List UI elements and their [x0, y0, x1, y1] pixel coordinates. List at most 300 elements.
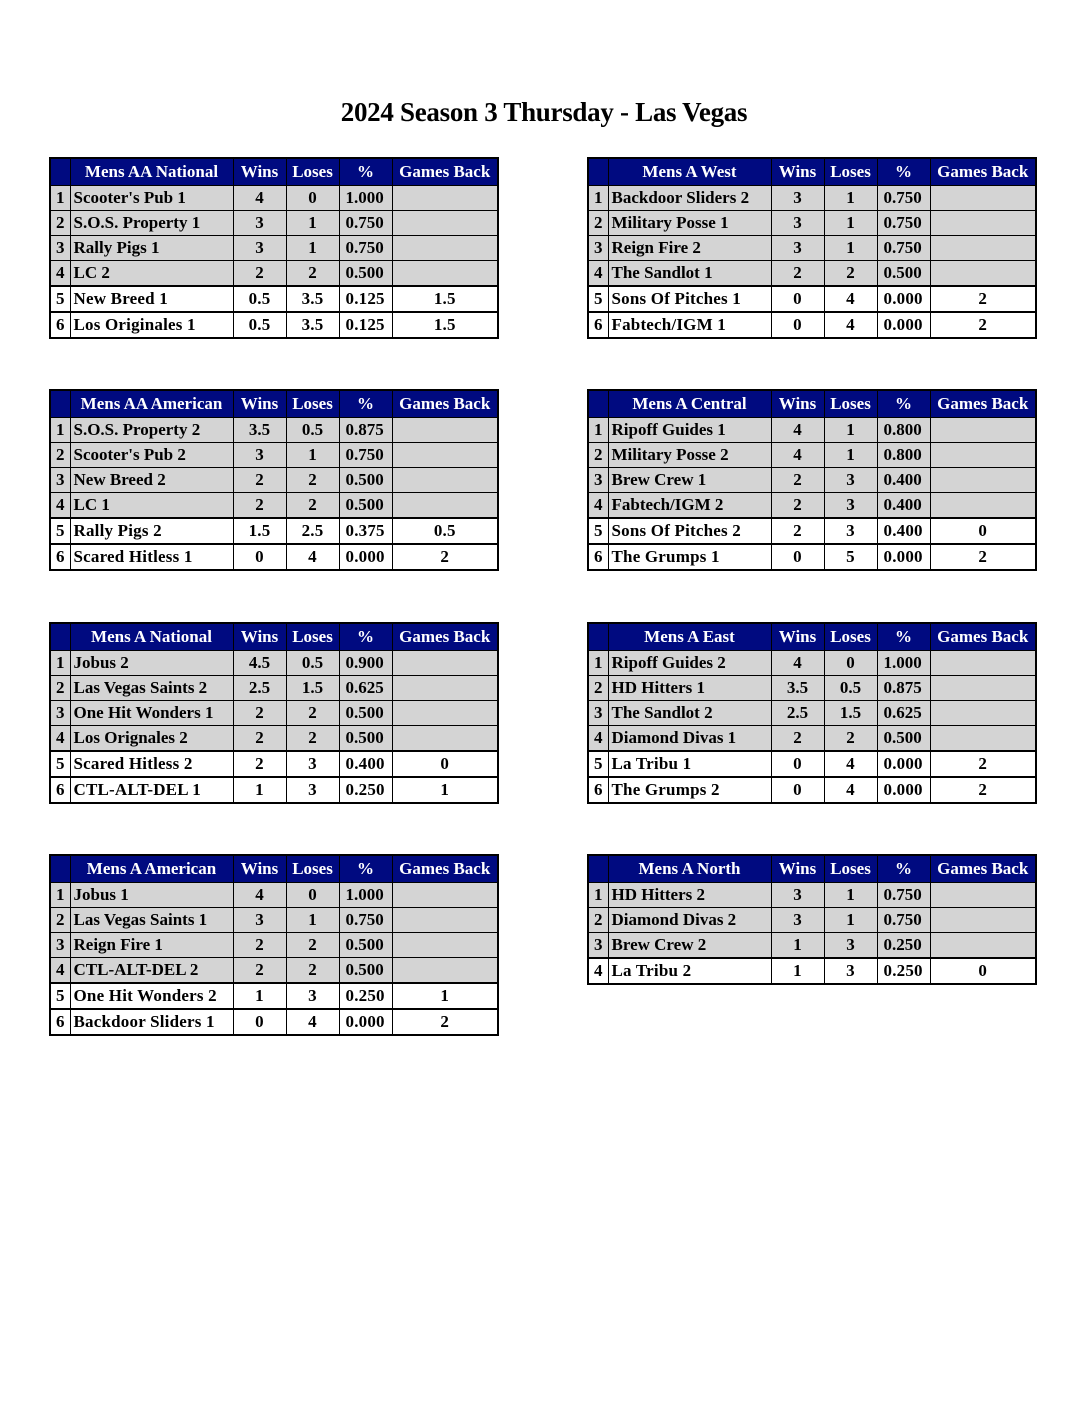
rank-cell: 2 — [50, 908, 70, 933]
table-row — [50, 958, 498, 984]
loses-cell: 3.5 — [286, 312, 339, 338]
team-name: Las Vegas Saints 2 — [70, 676, 233, 701]
team-name: Scooter's Pub 2 — [70, 443, 233, 468]
games-back-header: Games Back — [930, 158, 1036, 186]
table-row — [588, 651, 1036, 676]
team-name: The Grumps 2 — [608, 777, 771, 803]
division-name: Mens A West — [608, 158, 771, 186]
loses-cell: 0 — [286, 186, 339, 211]
pct-header: % — [877, 390, 930, 418]
team-name: The Sandlot 1 — [608, 261, 771, 287]
games-back-cell — [392, 236, 498, 261]
loses-cell: 1 — [286, 443, 339, 468]
loses-cell: 1 — [824, 186, 877, 211]
rank-header — [50, 855, 70, 883]
loses-cell: 1 — [824, 211, 877, 236]
standings-table-mens-a-american — [49, 854, 499, 1036]
table-row — [588, 676, 1036, 701]
wins-cell: 3 — [771, 883, 824, 908]
table-row — [588, 883, 1036, 908]
table-header-row — [50, 855, 498, 883]
wins-header: Wins — [233, 855, 286, 883]
wins-cell: 3 — [233, 211, 286, 236]
loses-cell: 4 — [824, 312, 877, 338]
pct-cell: 0.000 — [339, 544, 392, 570]
pct-cell: 0.750 — [877, 236, 930, 261]
table-header-row — [588, 623, 1036, 651]
pct-header: % — [339, 855, 392, 883]
loses-header: Loses — [824, 623, 877, 651]
rank-cell: 6 — [588, 544, 608, 570]
rank-header — [50, 158, 70, 186]
page-title: 2024 Season 3 Thursday - Las Vegas — [340, 97, 748, 127]
division-name: Mens A American — [70, 855, 233, 883]
pct-cell: 0.250 — [877, 958, 930, 984]
games-back-cell — [392, 933, 498, 958]
pct-cell: 0.400 — [877, 518, 930, 544]
team-name: Los Originales 1 — [70, 312, 233, 338]
rank-cell: 5 — [588, 286, 608, 312]
rank-cell: 4 — [588, 726, 608, 752]
table-header-row — [588, 158, 1036, 186]
games-back-cell: 1.5 — [392, 312, 498, 338]
games-back-cell — [930, 933, 1036, 959]
games-back-cell — [930, 676, 1036, 701]
pct-cell: 0.500 — [339, 493, 392, 519]
standings-table-mens-a-national — [49, 622, 499, 804]
table-row — [50, 933, 498, 958]
standings-table-mens-aa-american — [49, 389, 499, 571]
table-row — [588, 726, 1036, 752]
wins-header: Wins — [771, 623, 824, 651]
games-back-cell — [930, 493, 1036, 519]
games-back-cell — [930, 236, 1036, 261]
team-name: Backdoor Sliders 2 — [608, 186, 771, 211]
table-row — [50, 544, 498, 570]
wins-cell: 0.5 — [233, 312, 286, 338]
table-row — [50, 468, 498, 493]
games-back-cell: 2 — [930, 751, 1036, 777]
games-back-cell — [930, 211, 1036, 236]
loses-cell: 5 — [824, 544, 877, 570]
games-back-cell — [392, 726, 498, 752]
team-name: LC 2 — [70, 261, 233, 287]
pct-cell: 0.750 — [877, 211, 930, 236]
wins-cell: 0 — [771, 751, 824, 777]
rank-cell: 5 — [50, 983, 70, 1009]
rank-cell: 2 — [588, 676, 608, 701]
rank-cell: 4 — [50, 261, 70, 287]
loses-cell: 2 — [824, 726, 877, 752]
rank-header — [50, 390, 70, 418]
loses-header: Loses — [286, 623, 339, 651]
wins-cell: 3 — [771, 908, 824, 933]
wins-cell: 4 — [233, 186, 286, 211]
pct-cell: 1.000 — [339, 883, 392, 908]
pct-cell: 0.375 — [339, 518, 392, 544]
team-name: Los Orignales 2 — [70, 726, 233, 752]
pct-cell: 0.000 — [877, 751, 930, 777]
wins-cell: 2 — [771, 468, 824, 493]
table-row — [588, 443, 1036, 468]
games-back-cell — [392, 418, 498, 443]
table-row — [50, 261, 498, 287]
pct-cell: 0.000 — [877, 544, 930, 570]
pct-cell: 0.000 — [877, 777, 930, 803]
standings-table-mens-a-east — [587, 622, 1037, 804]
table-row — [588, 518, 1036, 544]
games-back-header: Games Back — [930, 390, 1036, 418]
games-back-cell — [930, 468, 1036, 493]
games-back-cell: 2 — [392, 544, 498, 570]
loses-cell: 2 — [286, 468, 339, 493]
games-back-cell — [392, 211, 498, 236]
pct-cell: 1.000 — [877, 651, 930, 676]
team-name: Sons Of Pitches 1 — [608, 286, 771, 312]
team-name: The Grumps 1 — [608, 544, 771, 570]
rank-cell: 2 — [50, 211, 70, 236]
pct-cell: 0.750 — [339, 443, 392, 468]
wins-cell: 2.5 — [233, 676, 286, 701]
table-header-row — [588, 390, 1036, 418]
pct-cell: 0.000 — [877, 312, 930, 338]
rank-header — [588, 390, 608, 418]
loses-cell: 1 — [286, 236, 339, 261]
games-back-cell — [392, 261, 498, 287]
rank-header — [588, 855, 608, 883]
loses-header: Loses — [286, 158, 339, 186]
games-back-header: Games Back — [930, 855, 1036, 883]
pct-cell: 0.750 — [877, 883, 930, 908]
games-back-cell — [930, 651, 1036, 676]
games-back-cell: 1 — [392, 777, 498, 803]
table-row — [50, 493, 498, 519]
team-name: Ripoff Guides 1 — [608, 418, 771, 443]
division-name: Mens AA National — [70, 158, 233, 186]
pct-cell: 0.250 — [339, 777, 392, 803]
table-row — [50, 751, 498, 777]
table-row — [588, 544, 1036, 570]
wins-cell: 2 — [771, 518, 824, 544]
pct-cell: 0.800 — [877, 418, 930, 443]
table-row — [50, 312, 498, 338]
loses-cell: 1 — [286, 908, 339, 933]
loses-header: Loses — [824, 390, 877, 418]
rank-cell: 4 — [50, 493, 70, 519]
table-row — [50, 1009, 498, 1035]
wins-cell: 2 — [233, 261, 286, 287]
wins-cell: 2 — [233, 468, 286, 493]
team-name: Reign Fire 2 — [608, 236, 771, 261]
table-row — [50, 983, 498, 1009]
pct-cell: 0.000 — [339, 1009, 392, 1035]
table-row — [50, 726, 498, 752]
games-back-cell — [392, 701, 498, 726]
rank-cell: 3 — [50, 933, 70, 958]
loses-cell: 2.5 — [286, 518, 339, 544]
loses-header: Loses — [824, 158, 877, 186]
table-row — [50, 777, 498, 803]
table-row — [50, 908, 498, 933]
loses-cell: 3 — [286, 751, 339, 777]
standings-table-mens-aa-national — [49, 157, 499, 339]
rank-cell: 6 — [50, 312, 70, 338]
loses-cell: 0 — [824, 651, 877, 676]
loses-cell: 1 — [286, 211, 339, 236]
loses-cell: 1 — [824, 443, 877, 468]
loses-cell: 4 — [824, 777, 877, 803]
rank-cell: 2 — [50, 676, 70, 701]
rank-cell: 5 — [588, 751, 608, 777]
rank-cell: 2 — [588, 211, 608, 236]
wins-cell: 2 — [233, 933, 286, 958]
games-back-cell — [392, 883, 498, 908]
games-back-header: Games Back — [392, 390, 498, 418]
team-name: Jobus 2 — [70, 651, 233, 676]
team-name: HD Hitters 1 — [608, 676, 771, 701]
wins-cell: 1.5 — [233, 518, 286, 544]
team-name: Backdoor Sliders 1 — [70, 1009, 233, 1035]
rank-cell: 6 — [588, 312, 608, 338]
team-name: Diamond Divas 1 — [608, 726, 771, 752]
table-header-row — [50, 623, 498, 651]
team-name: Scared Hitless 1 — [70, 544, 233, 570]
table-row — [50, 518, 498, 544]
pct-cell: 0.250 — [339, 983, 392, 1009]
team-name: Ripoff Guides 2 — [608, 651, 771, 676]
rank-cell: 1 — [50, 651, 70, 676]
games-back-cell — [392, 676, 498, 701]
pct-cell: 0.800 — [877, 443, 930, 468]
team-name: Rally Pigs 1 — [70, 236, 233, 261]
games-back-cell: 2 — [930, 312, 1036, 338]
wins-cell: 2.5 — [771, 701, 824, 726]
rank-cell: 4 — [588, 261, 608, 287]
loses-cell: 4 — [286, 544, 339, 570]
pct-cell: 0.125 — [339, 286, 392, 312]
team-name: Diamond Divas 2 — [608, 908, 771, 933]
loses-cell: 3 — [824, 493, 877, 519]
division-name: Mens A North — [608, 855, 771, 883]
table-row — [50, 236, 498, 261]
table-row — [50, 883, 498, 908]
wins-cell: 1 — [771, 958, 824, 984]
rank-cell: 4 — [50, 726, 70, 752]
team-name: S.O.S. Property 1 — [70, 211, 233, 236]
table-row — [588, 751, 1036, 777]
loses-cell: 3.5 — [286, 286, 339, 312]
wins-cell: 3.5 — [771, 676, 824, 701]
rank-cell: 1 — [588, 418, 608, 443]
loses-cell: 2 — [286, 261, 339, 287]
table-row — [50, 443, 498, 468]
pct-cell: 0.900 — [339, 651, 392, 676]
rank-cell: 3 — [588, 701, 608, 726]
team-name: Rally Pigs 2 — [70, 518, 233, 544]
games-back-cell: 0 — [930, 518, 1036, 544]
rank-cell: 4 — [588, 493, 608, 519]
table-row — [588, 777, 1036, 803]
rank-cell: 4 — [50, 958, 70, 984]
wins-cell: 3.5 — [233, 418, 286, 443]
wins-cell: 0 — [771, 286, 824, 312]
pct-cell: 0.500 — [339, 468, 392, 493]
rank-cell: 5 — [50, 518, 70, 544]
rank-cell: 4 — [588, 958, 608, 984]
pct-cell: 0.875 — [877, 676, 930, 701]
rank-cell: 5 — [50, 751, 70, 777]
pct-cell: 0.500 — [339, 701, 392, 726]
pct-cell: 0.500 — [339, 726, 392, 752]
loses-cell: 3 — [824, 933, 877, 959]
games-back-cell: 0 — [930, 958, 1036, 984]
games-back-cell — [930, 701, 1036, 726]
loses-cell: 0 — [286, 883, 339, 908]
pct-header: % — [877, 623, 930, 651]
wins-cell: 2 — [233, 726, 286, 752]
loses-cell: 1 — [824, 236, 877, 261]
pct-cell: 0.125 — [339, 312, 392, 338]
wins-header: Wins — [233, 623, 286, 651]
wins-cell: 3 — [771, 236, 824, 261]
table-row — [588, 493, 1036, 519]
pct-cell: 0.750 — [877, 186, 930, 211]
wins-cell: 0 — [771, 312, 824, 338]
rank-cell: 2 — [588, 443, 608, 468]
games-back-cell — [930, 883, 1036, 908]
loses-cell: 1 — [824, 908, 877, 933]
games-back-cell: 2 — [392, 1009, 498, 1035]
rank-header — [588, 623, 608, 651]
team-name: Fabtech/IGM 1 — [608, 312, 771, 338]
wins-cell: 3 — [233, 236, 286, 261]
games-back-cell — [392, 651, 498, 676]
table-row — [588, 312, 1036, 338]
rank-cell: 6 — [50, 544, 70, 570]
loses-header: Loses — [286, 855, 339, 883]
division-name: Mens A Central — [608, 390, 771, 418]
games-back-cell — [392, 908, 498, 933]
wins-cell: 2 — [233, 958, 286, 984]
team-name: Scared Hitless 2 — [70, 751, 233, 777]
pct-cell: 0.625 — [339, 676, 392, 701]
rank-cell: 2 — [588, 908, 608, 933]
pct-cell: 0.250 — [877, 933, 930, 959]
rank-cell: 1 — [50, 418, 70, 443]
pct-header: % — [339, 390, 392, 418]
wins-header: Wins — [771, 158, 824, 186]
team-name: HD Hitters 2 — [608, 883, 771, 908]
team-name: Military Posse 1 — [608, 211, 771, 236]
loses-header: Loses — [824, 855, 877, 883]
rank-cell: 5 — [50, 286, 70, 312]
games-back-cell — [392, 958, 498, 984]
team-name: Sons Of Pitches 2 — [608, 518, 771, 544]
pct-cell: 0.500 — [877, 261, 930, 287]
rank-cell: 1 — [588, 883, 608, 908]
rank-cell: 3 — [588, 933, 608, 959]
games-back-cell — [930, 261, 1036, 287]
table-row — [50, 418, 498, 443]
table-row — [50, 651, 498, 676]
rank-cell: 6 — [588, 777, 608, 803]
loses-cell: 3 — [824, 958, 877, 984]
loses-cell: 0.5 — [286, 418, 339, 443]
wins-cell: 0 — [233, 1009, 286, 1035]
pct-header: % — [339, 623, 392, 651]
loses-cell: 1 — [824, 418, 877, 443]
pct-cell: 0.400 — [877, 468, 930, 493]
loses-cell: 0.5 — [286, 651, 339, 676]
table-row — [588, 701, 1036, 726]
loses-cell: 3 — [824, 468, 877, 493]
loses-cell: 0.5 — [824, 676, 877, 701]
rank-cell: 1 — [50, 883, 70, 908]
table-row — [588, 468, 1036, 493]
wins-cell: 2 — [771, 261, 824, 287]
table-row — [588, 418, 1036, 443]
loses-cell: 2 — [286, 958, 339, 984]
loses-cell: 1.5 — [824, 701, 877, 726]
games-back-cell — [392, 493, 498, 519]
table-row — [588, 286, 1036, 312]
loses-cell: 4 — [286, 1009, 339, 1035]
team-name: The Sandlot 2 — [608, 701, 771, 726]
wins-header: Wins — [771, 390, 824, 418]
loses-cell: 2 — [286, 726, 339, 752]
rank-cell: 3 — [50, 468, 70, 493]
team-name: CTL-ALT-DEL 1 — [70, 777, 233, 803]
team-name: One Hit Wonders 1 — [70, 701, 233, 726]
wins-cell: 4 — [771, 418, 824, 443]
games-back-header: Games Back — [930, 623, 1036, 651]
team-name: One Hit Wonders 2 — [70, 983, 233, 1009]
table-header-row — [50, 158, 498, 186]
table-row — [50, 286, 498, 312]
rank-cell: 1 — [588, 186, 608, 211]
standings-table-mens-a-north — [587, 854, 1037, 985]
team-name: Scooter's Pub 1 — [70, 186, 233, 211]
games-back-cell — [392, 186, 498, 211]
wins-cell: 2 — [233, 493, 286, 519]
pct-cell: 0.400 — [339, 751, 392, 777]
wins-cell: 2 — [771, 726, 824, 752]
games-back-cell: 0 — [392, 751, 498, 777]
rank-cell: 1 — [50, 186, 70, 211]
games-back-cell: 1 — [392, 983, 498, 1009]
standings-table-mens-a-west — [587, 157, 1037, 339]
loses-cell: 2 — [286, 701, 339, 726]
table-row — [588, 236, 1036, 261]
wins-cell: 1 — [233, 983, 286, 1009]
team-name: New Breed 2 — [70, 468, 233, 493]
games-back-cell: 2 — [930, 544, 1036, 570]
rank-cell: 5 — [588, 518, 608, 544]
loses-cell: 4 — [824, 286, 877, 312]
wins-cell: 4 — [771, 443, 824, 468]
pct-cell: 0.500 — [339, 933, 392, 958]
rank-cell: 2 — [50, 443, 70, 468]
rank-header — [588, 158, 608, 186]
team-name: La Tribu 2 — [608, 958, 771, 984]
table-row — [588, 958, 1036, 984]
rank-cell: 6 — [50, 1009, 70, 1035]
wins-cell: 3 — [771, 186, 824, 211]
games-back-cell — [930, 418, 1036, 443]
loses-cell: 1 — [824, 883, 877, 908]
loses-header: Loses — [286, 390, 339, 418]
wins-header: Wins — [233, 158, 286, 186]
